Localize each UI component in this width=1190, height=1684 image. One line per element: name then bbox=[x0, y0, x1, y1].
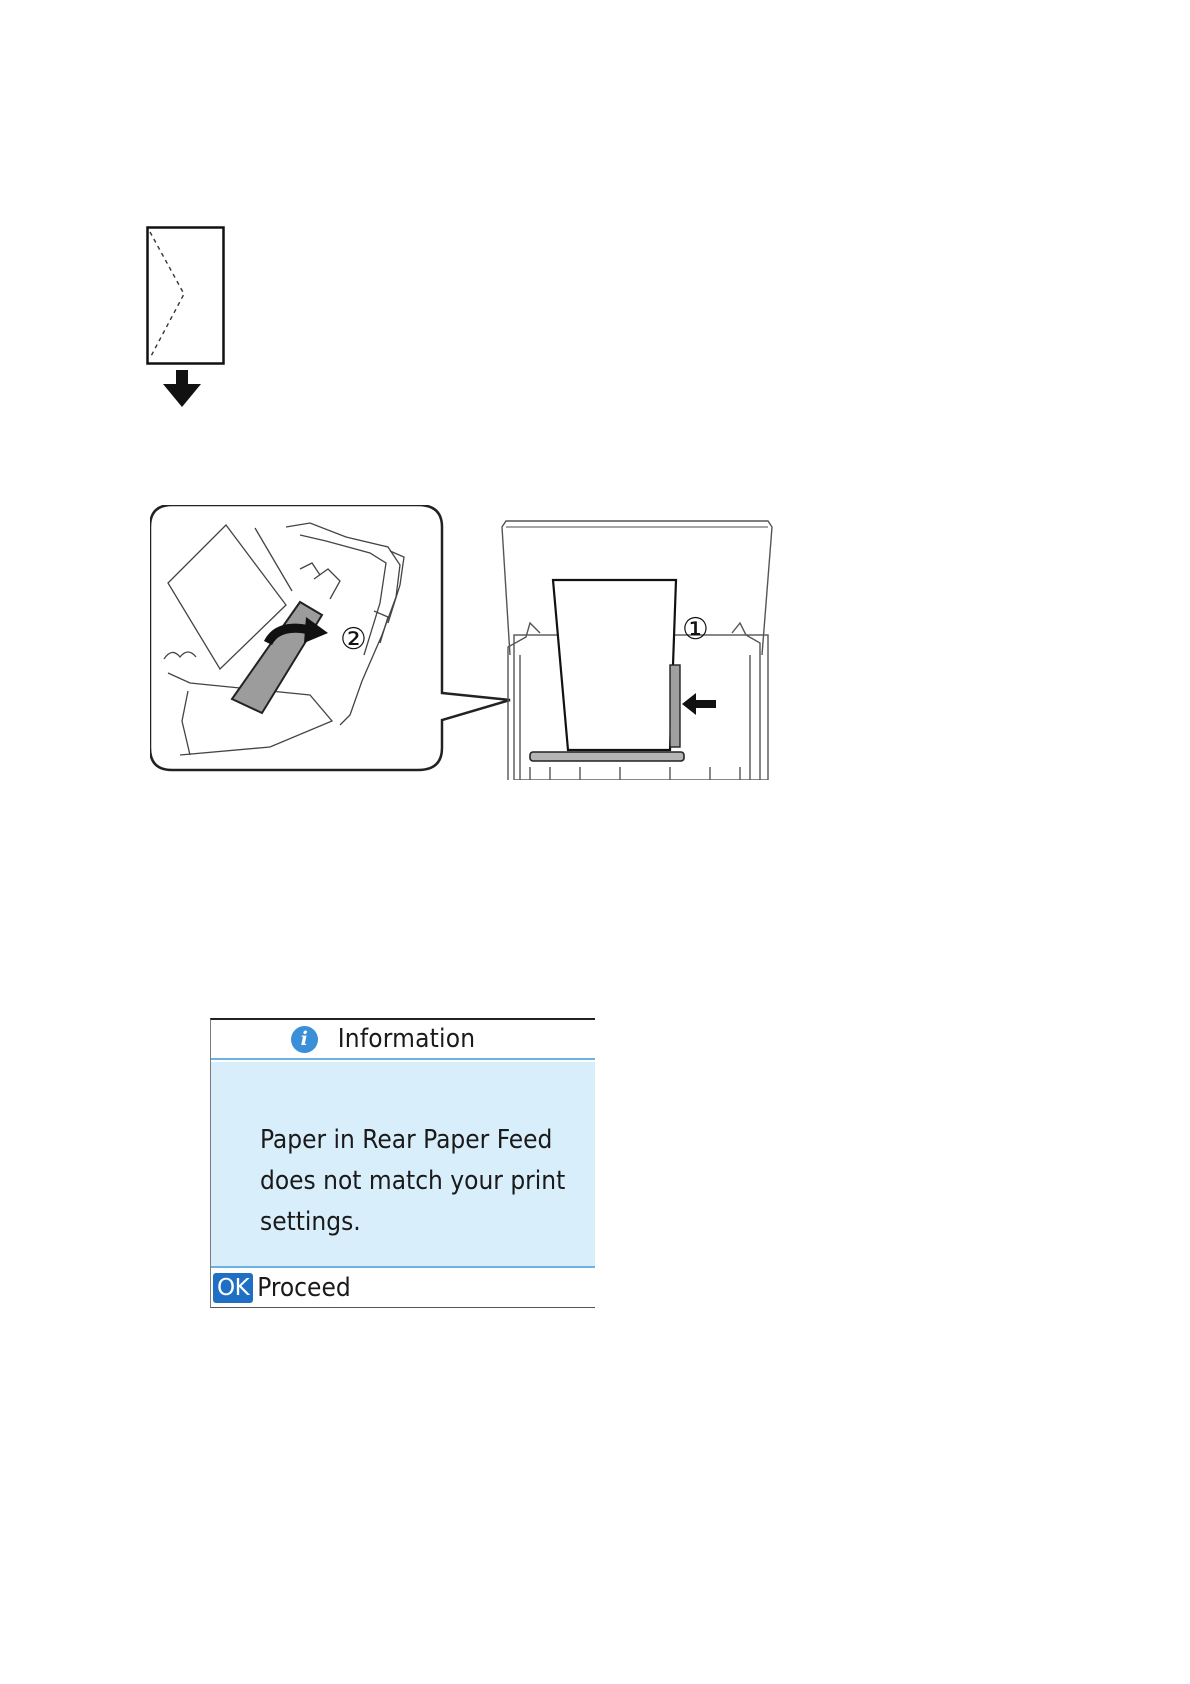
lcd-message-line: settings. bbox=[260, 1207, 361, 1237]
ok-button[interactable]: OK bbox=[213, 1273, 253, 1303]
proceed-label: Proceed bbox=[257, 1272, 351, 1303]
printer-loading-illustration bbox=[150, 505, 790, 780]
printer-illustration-svg bbox=[150, 505, 790, 780]
loaded-paper bbox=[553, 580, 676, 750]
lcd-message-line: does not match your print bbox=[260, 1166, 566, 1196]
step-one-marker: ① bbox=[682, 612, 709, 647]
lcd-title: Information bbox=[337, 1024, 476, 1054]
arrow-left-head-icon bbox=[682, 693, 696, 715]
envelope-orientation-figure bbox=[146, 226, 230, 422]
lcd-message-area bbox=[211, 1062, 595, 1268]
lcd-message-line: Paper in Rear Paper Feed bbox=[260, 1125, 553, 1155]
arrow-down-icon bbox=[163, 370, 201, 407]
printer-lcd-information-screen bbox=[210, 1018, 595, 1308]
lcd-message bbox=[260, 1120, 590, 1243]
step-two-marker: ② bbox=[340, 622, 367, 657]
lcd-header bbox=[211, 1020, 595, 1060]
arrow-left-icon bbox=[694, 700, 716, 708]
info-icon: i bbox=[291, 1026, 318, 1053]
output-tray bbox=[530, 752, 684, 761]
envelope-icon bbox=[146, 226, 230, 422]
side-guide bbox=[670, 665, 680, 747]
lcd-footer bbox=[211, 1268, 595, 1307]
